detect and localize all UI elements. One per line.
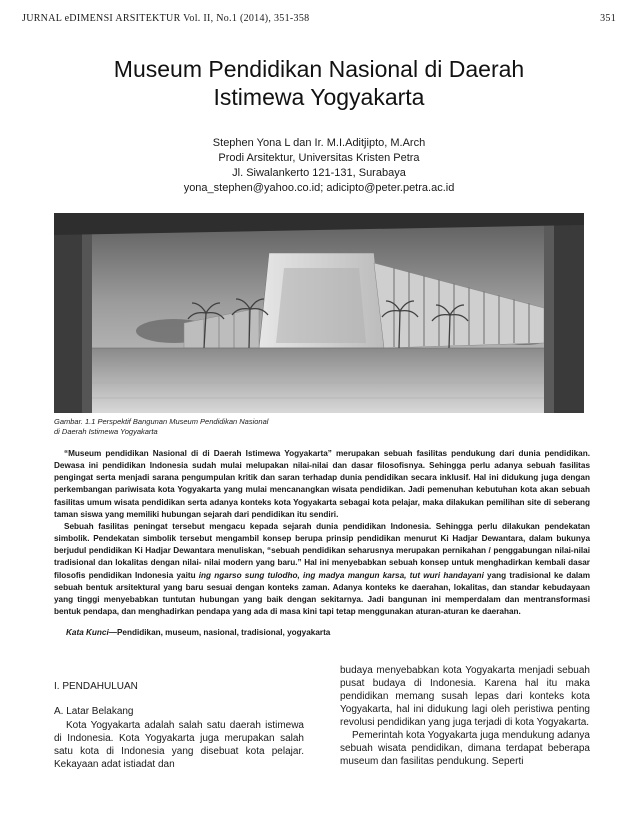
- building-rendering-image: [54, 213, 584, 413]
- caption-line-1: Gambar. 1.1 Perspektif Bangunan Museum Pendidikan Nasional: [54, 417, 269, 426]
- abstract-paragraph-1: “Museum pendidikan Nasional di di Daerah Istimewa Yogyakarta” merupakan sebuah fasilitas pendukung dari dunia pendidikan. Dewasa ini pendidikan Indonesia sudah mulai melupakan nilai-nilai dan dasar filosofisnya. Sehingga perlu adanya sebuah fasilitas pengingat serta menjadi sarana pengumpulan kritik dan saran terhadap dunia pendidikan secara inklusif. Hal ini didukung juga dengan perkembangan pariwisata kota Yogyakarta yang mulai mencanangkan wisata pendidikan. Jadi pemenuhan kebutuhan kota akan sebuah fasilitas umum wisata pendidikan serta adanya konteks kota Yogyakarta sebagai kota pelajar, maka dilakukan pemilihan site di seberang taman siswa yang memiliki hubungan sejarah dari pendidikan itu sendiri.: [54, 449, 590, 519]
- section-heading: I. PENDAHULUAN: [54, 681, 138, 692]
- page-number: 351: [600, 13, 616, 24]
- keywords-label: Kata Kunci: [66, 628, 109, 637]
- title-line-2: Istimewa Yogyakarta: [213, 84, 425, 110]
- figure-caption: [54, 417, 454, 437]
- abstract: [54, 448, 590, 618]
- abstract-p2-end: yang tradisional ke dalam sebuah bentuk arsitektural yang baru sesuai dengan konteks zaman. Adanya konteks ke daerahan, lokalitas, dan standar kebudayaan yang tinggi menyebabkan tuntutan hubungan yang baik dengan sekitarnya. Jadi bangunan ini memperdalam dan mentransformasi bentuk pendapa, dan menghadirkan pendapa yang ada di masa kini tapi tetap menggunakan aturan-aturan ke daerahan.: [54, 570, 590, 617]
- keywords-text: —Pendidikan, museum, nasional, tradisional, yogyakarta: [108, 628, 331, 637]
- author-address: Jl. Siwalankerto 121-131, Surabaya: [232, 167, 406, 179]
- author-names: Stephen Yona L dan Ir. M.I.Aditjipto, M.Arch: [212, 137, 426, 149]
- right-body-paragraph-2: Pemerintah kota Yogyakarta juga mendukung adanya sebuah wisata pendidikan, dimana terdapat beberapa museum dan fasilitas pendukung. Seperti: [340, 730, 590, 767]
- building-perspective-figure: [54, 213, 584, 413]
- author-emails: yona_stephen@yahoo.co.id; adicipto@peter.petra.ac.id: [183, 182, 455, 194]
- abstract-paragraph-2: [54, 521, 590, 618]
- author-affiliation: Prodi Arsitektur, Universitas Kristen Petra: [218, 152, 420, 164]
- keywords: [66, 628, 586, 637]
- abstract-p2-italic: ing ngarso sung tulodho, ing madya mangun karsa, tut wuri handayani: [198, 570, 484, 580]
- subsection-heading: A. Latar Belakang: [54, 706, 134, 717]
- title-line-1: Museum Pendidikan Nasional di Daerah: [113, 56, 525, 82]
- left-body-paragraph: Kota Yogyakarta adalah salah satu daerah istimewa di Indonesia. Kota Yogyakarta juga merupakan salah satu kota di Indonesia yang disebuat kota pelajar. Kekayaan adat istiadat dan: [54, 720, 304, 770]
- right-column: [340, 664, 590, 768]
- author-block: [100, 136, 538, 196]
- journal-title: JURNAL eDIMENSI ARSITEKTUR Vol. II, No.1 (2014), 351-358: [22, 13, 310, 24]
- running-header: [22, 13, 616, 27]
- right-body-paragraph-1: budaya menyebabkan kota Yogyakarta menjadi sebuah pusat budaya di Indonesia. Karena hal itu maka pendidikan memang susah lepas dari konteks kota Yogyakarta, hal ini didukung lagi oleh peristiwa penting revolusi pendidikan yang juga terjadi di kota Yogyakarta.: [340, 665, 590, 728]
- abstract-p2-start: Sebuah fasilitas peningat tersebut mengacu kepada sejarah dunia pendidikan Indonesia. Sehingga perlu dilakukan pendekatan simbolik. Pendekatan simbolik tersebut mengambil konsep berupa prinsip pendidikan menurut Ki Hadjar Dewantara, dalam bukunya berjudul pendidikan Ki Hadjar Dewantara menuliskan, “sebuah pendidikan seharusnya merupakan pernikahan / penggabungan nilai-nilai tradisional dan lokalitas dengan nilai- nilai modern yang baru.” Hal ini menyebabkan sebuah konsep untuk menghadirkan kembali dasar filosofis pendidikan Indonesia yaitu: [54, 521, 590, 580]
- paper-title: [60, 55, 578, 111]
- caption-line-2: di Daerah Istimewa Yogyakarta: [54, 427, 158, 436]
